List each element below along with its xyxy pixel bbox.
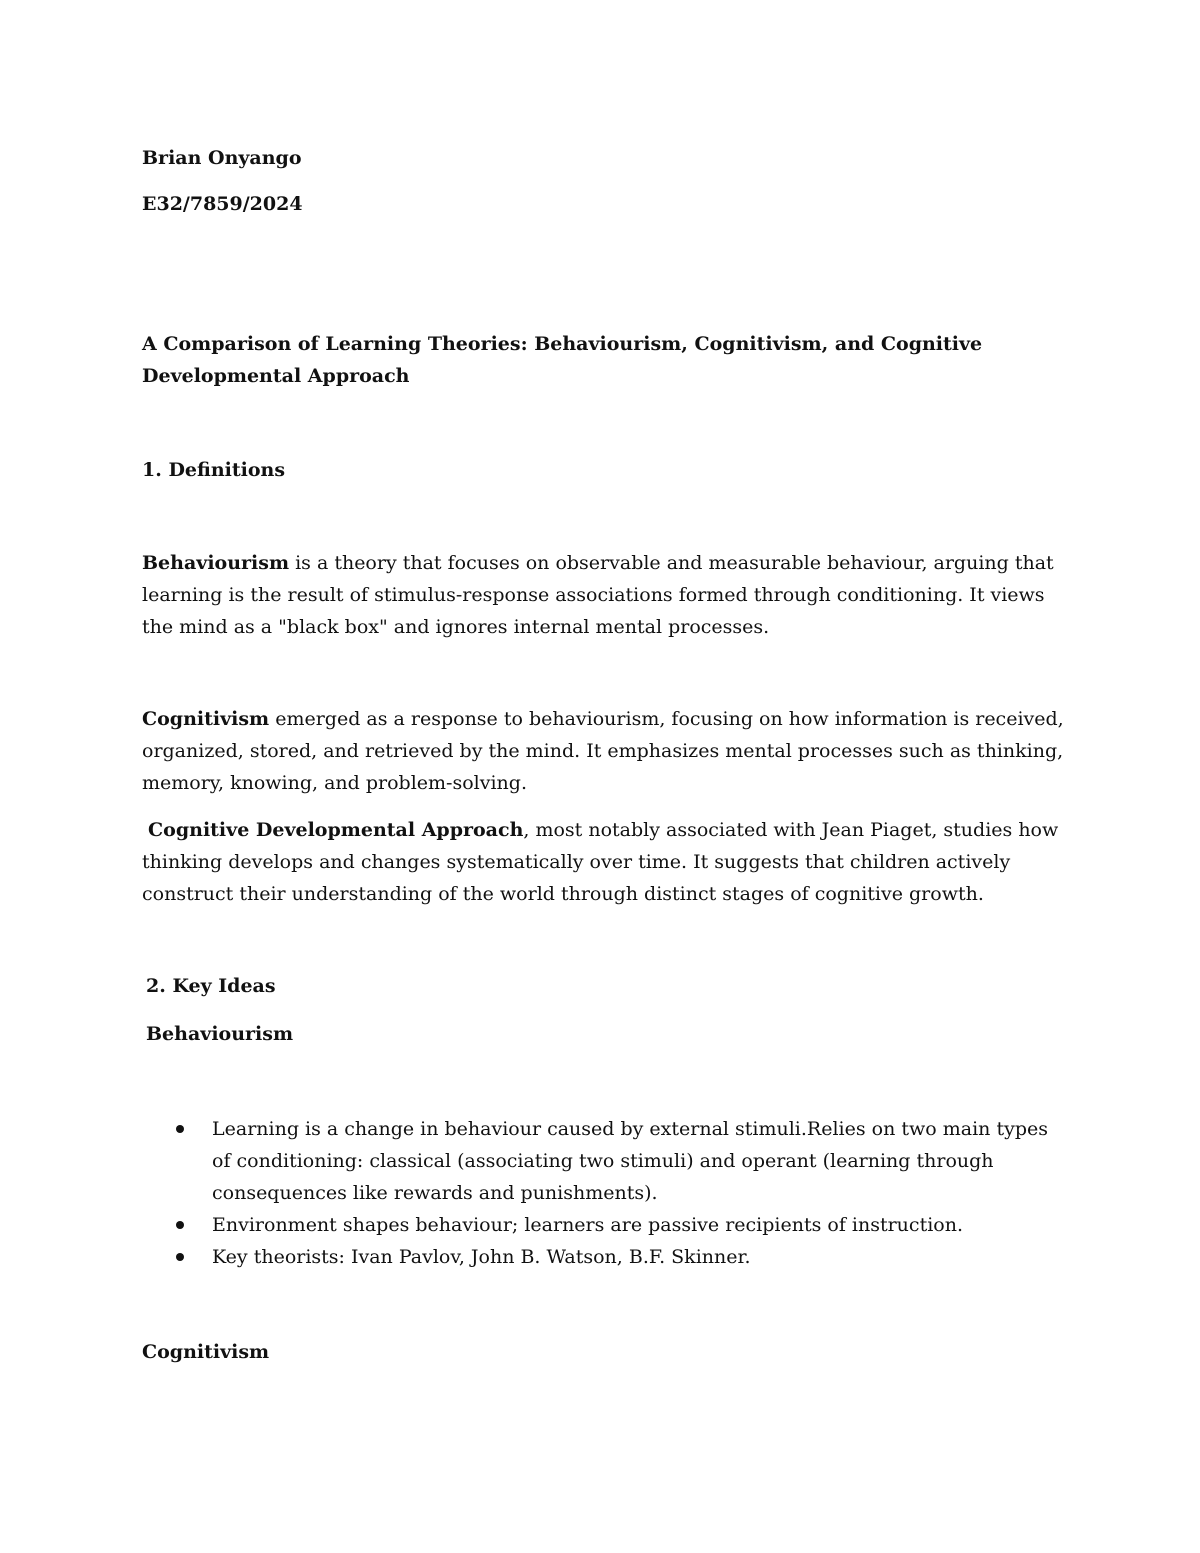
list-item	[142, 1209, 1072, 1241]
paragraph-cognitive-developmental-definition	[142, 814, 1072, 910]
paragraph-behaviourism-definition	[142, 547, 1072, 643]
section-heading-key-ideas: 2. Key Ideas	[146, 975, 276, 997]
registration-number: E32/7859/2024	[142, 193, 303, 215]
document-title: A Comparison of Learning Theories: Behaviourism, Cognitivism, and Cognitive Developmental Approach	[142, 333, 983, 387]
subheading-cognitivism: Cognitivism	[142, 1341, 270, 1363]
list-item-text: Environment shapes behaviour; learners are passive recipients of instruction.	[212, 1214, 963, 1236]
subheading-behaviourism: Behaviourism	[146, 1023, 294, 1045]
definition-text: emerged as a response to behaviourism, focusing on how information is received, organized, stored, and retrieved by the mind. It emphasizes mental processes such as thinking, memory, knowing, and problem-solving.	[142, 708, 1064, 794]
term-cognitive-developmental: Cognitive Developmental Approach	[148, 819, 524, 841]
bullet-icon	[176, 1221, 184, 1229]
list-item-text: Learning is a change in behaviour caused by external stimuli.Relies on two main types of conditioning: classical (associating two stimuli) and operant (learning through consequences like rewards and punishments).	[212, 1118, 1048, 1204]
list-item	[142, 1113, 1072, 1209]
bullet-icon	[176, 1253, 184, 1261]
term-cognitivism: Cognitivism	[142, 708, 270, 730]
term-behaviourism: Behaviourism	[142, 552, 290, 574]
list-item-text: Key theorists: Ivan Pavlov, John B. Watson, B.F. Skinner.	[212, 1246, 751, 1268]
section-heading-definitions: 1. Definitions	[142, 459, 286, 481]
definition-text: is a theory that focuses on observable and measurable behaviour, arguing that learning is the result of stimulus-response associations formed through conditioning. It views the mind as a "black box" and ignores internal mental processes.	[142, 552, 1054, 638]
bullet-icon	[176, 1125, 184, 1133]
definition-text: , most notably associated with Jean Piaget, studies how thinking develops and changes systematically over time. It suggests that children actively construct their understanding of the world through distinct stages of cognitive growth.	[142, 819, 1059, 905]
list-item	[142, 1241, 1072, 1273]
behaviourism-key-points	[142, 1113, 1072, 1273]
paragraph-cognitivism-definition	[142, 703, 1072, 799]
author-name: Brian Onyango	[142, 147, 302, 169]
